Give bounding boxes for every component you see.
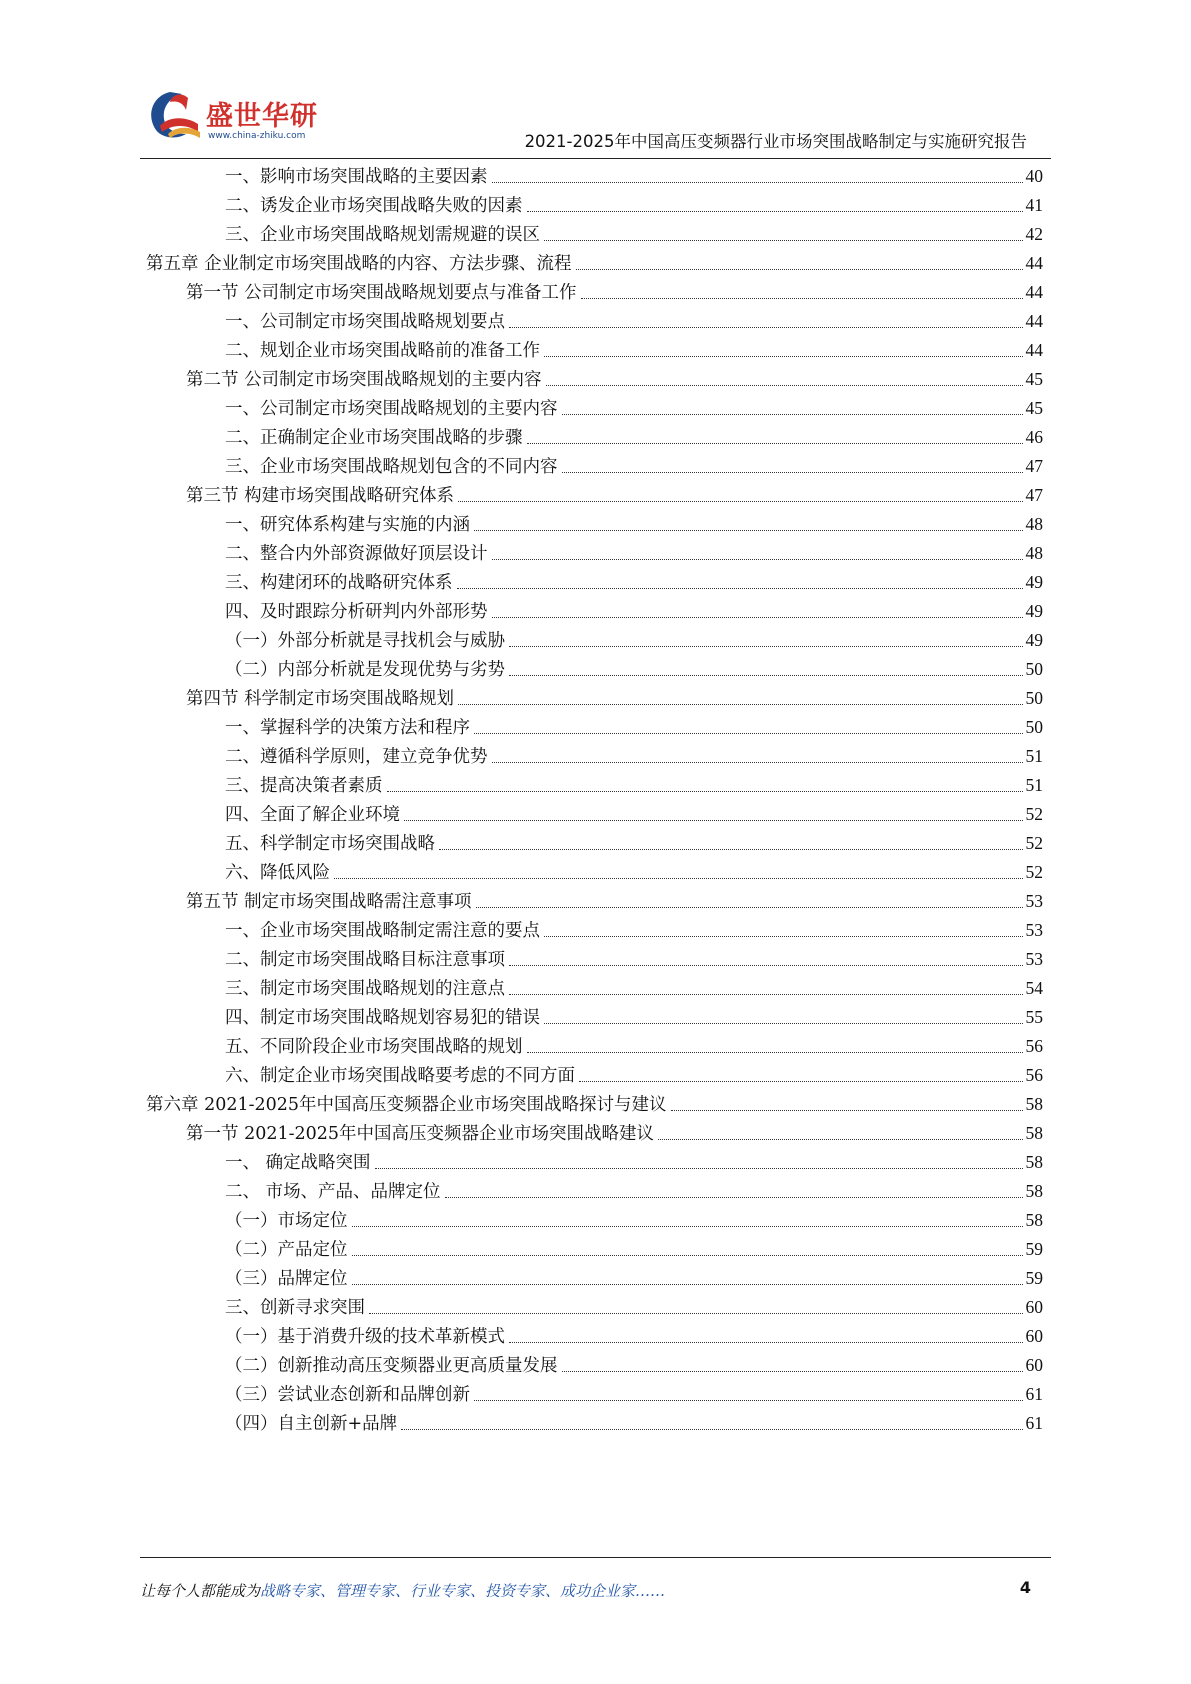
toc-entry-title: 三、企业市场突围战略规划包含的不同内容 — [225, 457, 558, 477]
toc-entry-title: 第一节 2021-2025年中国高压变频器企业市场突围战略建议 — [186, 1124, 655, 1144]
toc-entry-title: 一、影响市场突围战略的主要因素 — [225, 167, 488, 187]
toc-leader-dots — [404, 820, 1023, 821]
footer-prefix: 让每个人都能成为 — [140, 1582, 261, 1600]
toc-entry-title: 六、制定企业市场突围战略要考虑的不同方面 — [225, 1066, 575, 1086]
toc-leader-dots — [581, 298, 1023, 299]
toc-entry-title: 一、公司制定市场突围战略规划的主要内容 — [225, 399, 558, 419]
toc-entry[interactable] — [225, 307, 1043, 336]
toc-leader-dots — [492, 762, 1023, 763]
toc-entry[interactable] — [225, 1061, 1043, 1090]
toc-leader-dots — [658, 1139, 1022, 1140]
toc-leader-dots — [527, 211, 1023, 212]
toc-entry-title: 五、科学制定市场突围战略 — [225, 834, 435, 854]
toc-entry-title: 一、研究体系构建与实施的内涵 — [225, 515, 470, 535]
toc-entry-page: 49 — [1025, 630, 1043, 650]
toc-entry-page: 52 — [1025, 862, 1043, 882]
toc-entry-page: 51 — [1025, 746, 1043, 766]
toc-entry[interactable] — [186, 1119, 1043, 1148]
toc-entry[interactable] — [225, 423, 1043, 452]
toc-entry-page: 56 — [1025, 1065, 1043, 1085]
toc-entry-title: 三、制定市场突围战略规划的注意点 — [225, 979, 505, 999]
toc-entry-page: 40 — [1025, 166, 1043, 186]
toc-entry-title: 第三节 构建市场突围战略研究体系 — [186, 486, 455, 506]
toc-entry-title: 三、创新寻求突围 — [225, 1298, 365, 1318]
toc-entry[interactable] — [225, 1322, 1043, 1351]
toc-entry[interactable] — [225, 191, 1043, 220]
toc-leader-dots — [401, 1429, 1022, 1430]
toc-entry[interactable] — [225, 742, 1043, 771]
toc-leader-dots — [458, 501, 1022, 502]
toc-entry-title: 三、构建闭环的战略研究体系 — [225, 573, 453, 593]
toc-entry-page: 58 — [1025, 1094, 1043, 1114]
toc-entry-title: 第四节 科学制定市场突围战略规划 — [186, 689, 455, 709]
toc-entry[interactable] — [225, 1380, 1043, 1409]
toc-entry[interactable] — [225, 394, 1043, 423]
toc-leader-dots — [546, 385, 1023, 386]
toc-leader-dots — [352, 1226, 1023, 1227]
toc-entry-title: （三）尝试业态创新和品牌创新 — [225, 1385, 470, 1405]
toc-entry-title: 二、制定市场突围战略目标注意事项 — [225, 950, 505, 970]
toc-entry-page: 41 — [1025, 195, 1043, 215]
toc-entry[interactable] — [225, 162, 1043, 191]
toc-leader-dots — [509, 965, 1023, 966]
toc-entry-title: 第二节 公司制定市场突围战略规划的主要内容 — [186, 370, 542, 390]
toc-entry-page: 47 — [1025, 485, 1043, 505]
toc-leader-dots — [492, 182, 1023, 183]
toc-entry-title: 二、 市场、产品、品牌定位 — [225, 1182, 441, 1202]
toc-entry-title: 第六章 2021-2025年中国高压变频器企业市场突围战略探讨与建议 — [146, 1095, 667, 1115]
toc-entry-title: （二）产品定位 — [225, 1240, 348, 1260]
toc-entry-page: 42 — [1025, 224, 1043, 244]
toc-entry[interactable] — [225, 1003, 1043, 1032]
toc-leader-dots — [474, 530, 1023, 531]
toc-entry[interactable] — [225, 626, 1043, 655]
toc-entry-title: （二）内部分析就是发现优势与劣势 — [225, 660, 505, 680]
toc-entry-title: （一）市场定位 — [225, 1211, 348, 1231]
toc-leader-dots — [387, 791, 1023, 792]
toc-entry[interactable] — [225, 452, 1043, 481]
toc-entry-page: 60 — [1025, 1355, 1043, 1375]
toc-entry[interactable] — [225, 220, 1043, 249]
toc-entry-page: 58 — [1025, 1181, 1043, 1201]
toc-entry-title: 二、整合内外部资源做好顶层设计 — [225, 544, 488, 564]
toc-entry[interactable] — [225, 1293, 1043, 1322]
footer-divider — [140, 1557, 1051, 1558]
toc-entry-page: 53 — [1025, 949, 1043, 969]
toc-entry-page: 49 — [1025, 601, 1043, 621]
toc-leader-dots — [492, 559, 1023, 560]
toc-entry-page: 47 — [1025, 456, 1043, 476]
toc-leader-dots — [375, 1168, 1023, 1169]
toc-entry-title: （一）外部分析就是寻找机会与威胁 — [225, 631, 505, 651]
toc-entry-title: 六、降低风险 — [225, 863, 330, 883]
toc-leader-dots — [492, 617, 1023, 618]
toc-leader-dots — [352, 1255, 1023, 1256]
toc-entry-title: 一、企业市场突围战略制定需注意的要点 — [225, 921, 540, 941]
toc-entry-page: 58 — [1025, 1123, 1043, 1143]
toc-entry[interactable] — [225, 800, 1043, 829]
toc-entry-page: 58 — [1025, 1210, 1043, 1230]
toc-leader-dots — [334, 878, 1023, 879]
toc-leader-dots — [509, 646, 1023, 647]
toc-entry[interactable] — [225, 1351, 1043, 1380]
toc-leader-dots — [544, 240, 1023, 241]
toc-entry-page: 50 — [1025, 659, 1043, 679]
toc-entry[interactable] — [225, 1264, 1043, 1293]
toc-entry-title: 四、制定市场突围战略规划容易犯的错误 — [225, 1008, 540, 1028]
toc-entry-page: 53 — [1025, 891, 1043, 911]
footer-highlight: 战略专家、管理专家、行业专家、投资专家、成功企业家…… — [260, 1582, 666, 1600]
toc-entry[interactable] — [225, 510, 1043, 539]
toc-entry-title: 一、公司制定市场突围战略规划要点 — [225, 312, 505, 332]
toc-entry-title: （一）基于消费升级的技术革新模式 — [225, 1327, 505, 1347]
toc-entry-title: 三、企业市场突围战略规划需规避的误区 — [225, 225, 540, 245]
toc-entry-title: 四、及时跟踪分析研判内外部形势 — [225, 602, 488, 622]
toc-entry-title: （二）创新推动高压变频器业更高质量发展 — [225, 1356, 558, 1376]
toc-entry-page: 50 — [1025, 688, 1043, 708]
toc-entry-title: 二、正确制定企业市场突围战略的步骤 — [225, 428, 523, 448]
toc-entry-page: 48 — [1025, 514, 1043, 534]
toc-entry[interactable] — [225, 655, 1043, 684]
toc-entry-page: 60 — [1025, 1326, 1043, 1346]
toc-entry-title: 一、 确定战略突围 — [225, 1153, 371, 1173]
toc-entry[interactable] — [225, 1148, 1043, 1177]
toc-entry[interactable] — [225, 1177, 1043, 1206]
toc-entry-page: 44 — [1025, 282, 1043, 302]
toc-entry[interactable] — [225, 771, 1043, 800]
toc-entry[interactable] — [186, 481, 1043, 510]
toc-entry-page: 52 — [1025, 833, 1043, 853]
toc-leader-dots — [576, 269, 1023, 270]
toc-entry[interactable] — [225, 829, 1043, 858]
toc-entry-title: 五、不同阶段企业市场突围战略的规划 — [225, 1037, 523, 1057]
toc-entry[interactable] — [186, 684, 1043, 713]
toc-entry-title: （四）自主创新+品牌 — [225, 1414, 398, 1434]
toc-entry-page: 61 — [1025, 1384, 1043, 1404]
toc-entry-page: 48 — [1025, 543, 1043, 563]
toc-entry[interactable] — [225, 858, 1043, 887]
toc-entry-title: 一、掌握科学的决策方法和程序 — [225, 718, 470, 738]
toc-leader-dots — [527, 443, 1023, 444]
toc-entry[interactable] — [225, 1032, 1043, 1061]
toc-entry-page: 44 — [1025, 340, 1043, 360]
toc-leader-dots — [445, 1197, 1023, 1198]
toc-leader-dots — [509, 1342, 1023, 1343]
toc-leader-dots — [579, 1081, 1023, 1082]
toc-entry-page: 55 — [1025, 1007, 1043, 1027]
toc-entry-page: 54 — [1025, 978, 1043, 998]
toc-leader-dots — [671, 1110, 1023, 1111]
toc-leader-dots — [527, 1052, 1023, 1053]
toc-entry-title: 二、规划企业市场突围战略前的准备工作 — [225, 341, 540, 361]
toc-entry[interactable] — [186, 887, 1043, 916]
toc-entry-page: 49 — [1025, 572, 1043, 592]
logo-url: www.china-zhiku.com — [208, 131, 306, 141]
toc-entry-title: 二、诱发企业市场突围战略失败的因素 — [225, 196, 523, 216]
toc-leader-dots — [439, 849, 1023, 850]
toc-entry-title: 四、全面了解企业环境 — [225, 805, 400, 825]
logo-name: 盛世华研 — [206, 101, 318, 132]
toc-leader-dots — [474, 733, 1023, 734]
toc-leader-dots — [544, 356, 1023, 357]
toc-leader-dots — [544, 936, 1023, 937]
toc-entry[interactable] — [186, 278, 1043, 307]
toc-entry-page: 56 — [1025, 1036, 1043, 1056]
toc-entry-title: 三、提高决策者素质 — [225, 776, 383, 796]
toc-entry[interactable] — [186, 365, 1043, 394]
toc-entry[interactable] — [225, 916, 1043, 945]
toc-entry-page: 59 — [1025, 1268, 1043, 1288]
toc-entry-page: 44 — [1025, 311, 1043, 331]
toc-leader-dots — [509, 994, 1023, 995]
toc-entry-page: 58 — [1025, 1152, 1043, 1172]
toc-entry[interactable] — [225, 1235, 1043, 1264]
toc-leader-dots — [369, 1313, 1023, 1314]
toc-leader-dots — [457, 588, 1023, 589]
report-title: 2021-2025年中国高压变频器行业市场突围战略制定与实施研究报告 — [524, 132, 1027, 151]
toc-entry-page: 59 — [1025, 1239, 1043, 1259]
toc-entry-page: 45 — [1025, 398, 1043, 418]
toc-entry[interactable] — [225, 336, 1043, 365]
toc-entry-page: 60 — [1025, 1297, 1043, 1317]
toc-entry-page: 52 — [1025, 804, 1043, 824]
toc-entry-page: 44 — [1025, 253, 1043, 273]
toc-leader-dots — [476, 907, 1023, 908]
toc-leader-dots — [562, 1371, 1023, 1372]
toc-leader-dots — [562, 472, 1023, 473]
toc-entry[interactable] — [225, 568, 1043, 597]
toc-entry-page: 53 — [1025, 920, 1043, 940]
toc-leader-dots — [474, 1400, 1023, 1401]
toc-entry-title: 第五章 企业制定市场突围战略的内容、方法步骤、流程 — [146, 254, 572, 274]
toc-leader-dots — [544, 1023, 1023, 1024]
page-number: 4 — [1019, 1578, 1031, 1597]
toc-leader-dots — [458, 704, 1022, 705]
header-divider — [140, 158, 1051, 159]
toc-entry-page: 61 — [1025, 1413, 1043, 1433]
toc-entry[interactable] — [225, 713, 1043, 742]
toc-entry[interactable] — [225, 945, 1043, 974]
toc-leader-dots — [509, 327, 1023, 328]
toc-entry-page: 50 — [1025, 717, 1043, 737]
toc-entry-title: 第五节 制定市场突围战略需注意事项 — [186, 892, 472, 912]
toc-leader-dots — [562, 414, 1023, 415]
toc-entry-title: 二、遵循科学原则，建立竞争优势 — [225, 747, 488, 767]
toc-entry[interactable] — [225, 1206, 1043, 1235]
footer-slogan — [140, 1580, 665, 1601]
toc-entry-page: 46 — [1025, 427, 1043, 447]
toc-entry-title: （三）品牌定位 — [225, 1269, 348, 1289]
toc-leader-dots — [509, 675, 1023, 676]
toc-entry-title: 第一节 公司制定市场突围战略规划要点与准备工作 — [186, 283, 577, 303]
toc-entry[interactable] — [225, 539, 1043, 568]
toc-entry[interactable] — [225, 974, 1043, 1003]
toc-entry-page: 45 — [1025, 369, 1043, 389]
toc-entry[interactable] — [146, 249, 1043, 278]
toc-entry[interactable] — [225, 597, 1043, 626]
toc-leader-dots — [352, 1284, 1023, 1285]
toc-entry-page: 51 — [1025, 775, 1043, 795]
toc-entry[interactable] — [146, 1090, 1043, 1119]
toc-entry[interactable] — [225, 1409, 1043, 1438]
